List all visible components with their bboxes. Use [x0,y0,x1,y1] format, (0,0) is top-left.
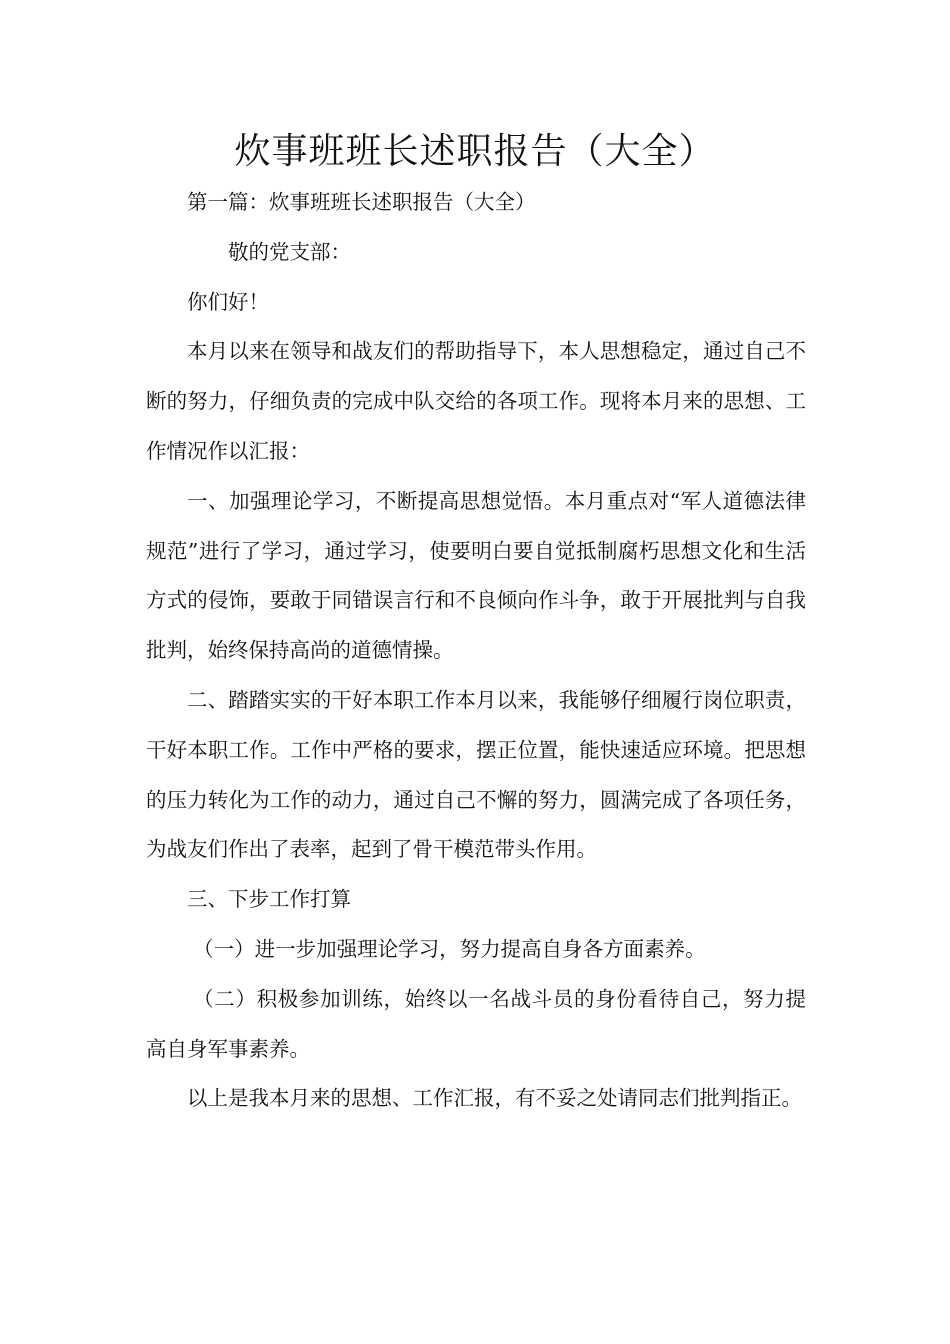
document-body [146,178,806,1124]
paragraph-work-duty: 二、踏踏实实的干好本职工作本月以来，我能够仔细履行岗位职责，干好本职工作。工作中严格的要求，摆正位置，能快速适应环境。把思想的压力转化为工作的动力，通过自己不懈的努力，圆满完成了各项任务，为战友们作出了表率，起到了骨干模范带头作用。 [146,687,806,862]
salutation: 敬的党支部： [228,239,351,264]
document-title: 炊事班班长述职报告（大全） [234,131,716,172]
greeting: 你们好！ [187,289,269,314]
paragraph-intro: 本月以来在领导和战友们的帮助指导下，本人思想稳定，通过自己不断的努力，仔细负责的完成中队交给的各项工作。现将本月来的思想、工作情况作以汇报： [146,339,806,463]
section-heading: 第一篇：炊事班班长述职报告（大全） [187,190,536,214]
paragraph-closing: 以上是我本月来的思想、工作汇报，有不妥之处请同志们批判指正。 [187,1086,802,1111]
paragraph-theory-study: 一、加强理论学习，不断提高思想觉悟。本月重点对“军人道德法律规范”进行了学习，通过学习，使要明白要自觉抵制腐朽思想文化和生活方式的侵饰，要敢于同错误言行和不良倾向作斗争，敢于开展批判与自我批判，始终保持高尚的道德情操。 [146,488,806,663]
paragraph-next-plan-heading: 三、下步工作打算 [187,887,351,912]
paragraph-plan-item-1: （一）进一步加强理论学习，努力提高自身各方面素养。 [193,936,706,961]
paragraph-plan-item-2: （二）积极参加训练，始终以一名战斗员的身份看待自己，努力提高自身军事素养。 [146,986,806,1061]
